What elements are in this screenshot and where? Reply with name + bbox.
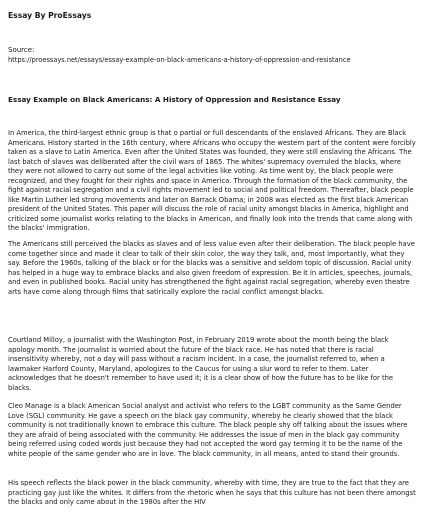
essay-paragraph-3: Courtland Milloy, a journalist with the Washington Post, in February 2019 wrote about the month being the black apology month. The journalist is worried about the future of the black race. He has noted that there is racial insensitivity whereby, not a day will pass without a racism incident. In a case, the journalist referred to, when a lawmaker Harford County, Maryland, apologizes to the Caucus for using a slur word to refer to them. Later acknowledges that he doesn't remember to have used it; it is a clear show of how the future has to be like for the blacks. [8, 336, 394, 392]
essay-title: Essay Example on Black Americans: A History of Oppression and Resistance Essay [8, 95, 341, 104]
essay-paragraph-5: His speech reflects the black power in the black community, whereby with time, they are true to the fact that they are practicing gay just like the whites. It differs from the rhetoric when he says that this culture has not been there amongst the blacks and only came about in the 1980s after the HIV [8, 479, 416, 507]
site-header-title: Essay By ProEssays [8, 11, 92, 20]
source-label: Source: [8, 46, 35, 54]
essay-paragraph-1: In America, the third-largest ethnic group is that o partial or full descendants of the enslaved Africans. They are Black Americans. History started in the 16th century, where Africans who occupy the western part of the content were forcibly taken as a slave to Latin America. Even after the United States was founded, they were still enslaving the Africans. The last batch of slaves was deliberated after the civil wars of 1865. The whites' supremacy overruled the blacks, where they were not allowed to carry out some of the legal activities like voting. As time went by, the black people were recognized, and they fought for their rights and space in America. Through the formation of the black community, the fight against racial segregation and a civil rights movement led to social and political freedom. Thereafter, black people like Martin Luther led strong movements and later on Barrack Obama; in 2008 was elected as the first black American president of the United States. This paper will discuss the role of racial unity amongst blacks in America, highlight and criticized some journalist works relating to the blacks in American, and finally look into the trends that came along with the blacks' immigration. [8, 129, 416, 233]
essay-paragraph-4: Cleo Manage is a black American Social analyst and activist who refers to the LGBT community as the Same Gender Love (SGL) community. He gave a speech on the black gay community, whereby he clearly showed that the black community is not traditionally known to embrace this culture. The black people shy off talking about the issues where they are afraid of being associated with the community. He addresses the issue of men in the black gay community being referred using coded words just because they had not accepted the word gay terming it to be the name of the white people of the same gender who are in love. The black community, in all means, anted to stand their grounds. [8, 402, 408, 458]
essay-paragraph-2: The Americans still perceived the blacks as slaves and of less value even after their deliberation. The black people have come together since and made it clear to talk of their skin color, the way they talk, and, most importantly, what they say. Before the 1960s, talking of the black or for the blacks was a sensitive and seldom topic of discussion. Racial unity has helped in a huge way to embrace blacks and also given freedom of expression. Be it in articles, speeches, journals, and even in published books. Racial unity has strengthened the fight against racial segregation, whereby even theatre arts have come along through films that satirically explore the racial conflict amongst blacks. [8, 240, 415, 296]
source-url-link[interactable]: https://proessays.net/essays/essay-example-on-black-americans-a-history-of-oppression-and-resistance [8, 56, 351, 64]
